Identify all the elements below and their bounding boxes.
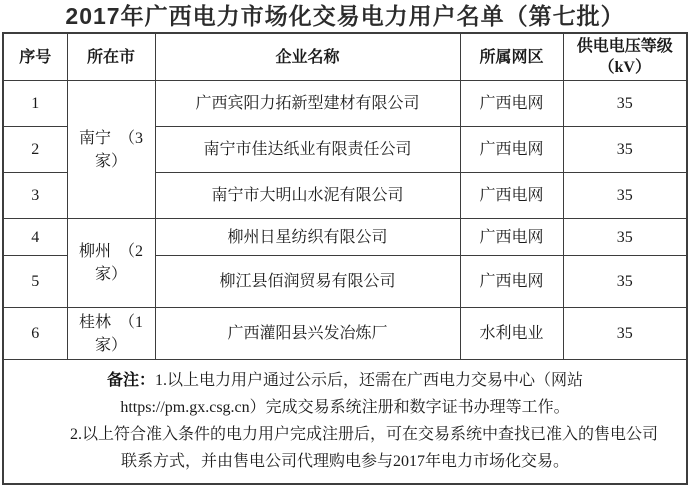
seq-cell: 3 xyxy=(3,173,67,219)
grid-cell: 广西电网 xyxy=(460,219,563,256)
grid-cell: 广西电网 xyxy=(460,256,563,308)
seq-cell: 1 xyxy=(3,81,67,127)
company-cell: 南宁市佳达纸业有限责任公司 xyxy=(155,127,460,173)
note-line-2: https://pm.gx.csg.cn）完成交易系统注册和数字证书办理等工作。 xyxy=(120,399,570,417)
note-line-3: 2.以上符合准入条件的电力用户完成注册后，可在交易系统中查找已准入的售电公司 xyxy=(69,426,658,444)
note-line-4: 联系方式，并由售电公司代理购电参与2017年电力市场化交易。 xyxy=(120,453,569,471)
notes-label: 备注： xyxy=(106,372,155,390)
grid-cell: 广西电网 xyxy=(460,81,563,127)
power-user-table xyxy=(2,32,688,485)
grid-cell: 水利电业 xyxy=(460,308,563,360)
seq-cell: 6 xyxy=(3,308,67,360)
header-city: 所在市 xyxy=(67,33,155,81)
seq-cell: 2 xyxy=(3,127,67,173)
grid-cell: 广西电网 xyxy=(460,173,563,219)
note-line-1 xyxy=(8,367,682,394)
page-title: 2017年广西电力市场化交易电力用户名单（第七批） xyxy=(65,3,625,29)
header-voltage-line2: （kV） xyxy=(598,59,651,76)
header-voltage xyxy=(563,33,687,81)
voltage-cell: 35 xyxy=(563,219,687,256)
notes-cell xyxy=(3,360,687,484)
voltage-cell: 35 xyxy=(563,127,687,173)
header-grid: 所属网区 xyxy=(460,33,563,81)
header-seq: 序号 xyxy=(3,33,67,81)
company-cell: 广西宾阳力拓新型建材有限公司 xyxy=(155,81,460,127)
company-cell: 柳州日星纺织有限公司 xyxy=(155,219,460,256)
voltage-cell: 35 xyxy=(563,308,687,360)
table-header-row xyxy=(3,33,687,81)
seq-cell: 4 xyxy=(3,219,67,256)
note-line-1-text: 1.以上电力用户通过公示后，还需在广西电力交易中心（网站 xyxy=(155,372,584,390)
table-row xyxy=(3,81,687,127)
city-group-guilin: 桂林 （1家） xyxy=(67,308,155,360)
voltage-cell: 35 xyxy=(563,173,687,219)
voltage-cell: 35 xyxy=(563,256,687,308)
grid-cell: 广西电网 xyxy=(460,127,563,173)
seq-cell: 5 xyxy=(3,256,67,308)
company-cell: 广西灌阳县兴发冶炼厂 xyxy=(155,308,460,360)
company-cell: 南宁市大明山水泥有限公司 xyxy=(155,173,460,219)
table-row xyxy=(3,219,687,256)
city-group-liuzhou: 柳州 （2家） xyxy=(67,219,155,308)
table-row xyxy=(3,308,687,360)
notes-row xyxy=(3,360,687,484)
company-cell: 柳江县佰润贸易有限公司 xyxy=(155,256,460,308)
header-voltage-line1: 供电电压等级 xyxy=(576,38,673,55)
header-company: 企业名称 xyxy=(155,33,460,81)
voltage-cell: 35 xyxy=(563,81,687,127)
city-group-nanning: 南宁 （3家） xyxy=(67,81,155,219)
